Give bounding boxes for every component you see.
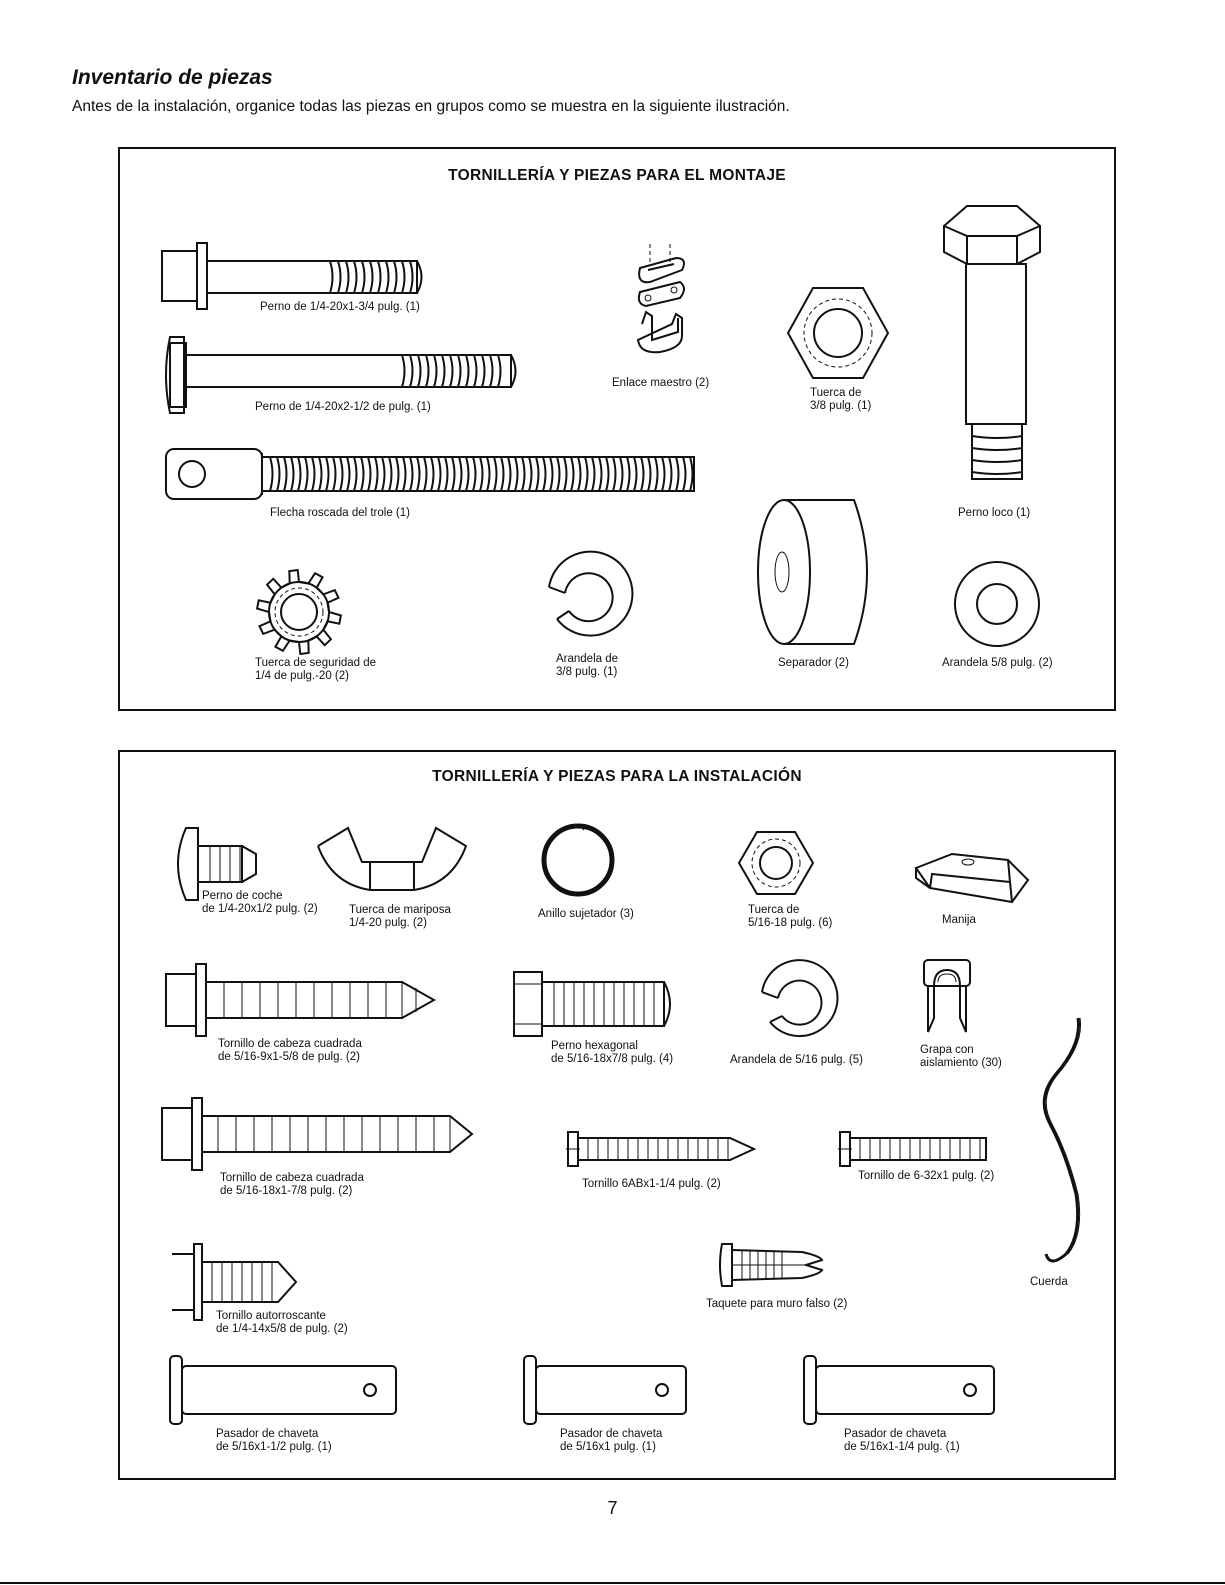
part-label: Tuerca de 5/16-18 pulg. (6)	[748, 904, 833, 929]
installation-title: TORNILLERÍA Y PIEZAS PARA LA INSTALACIÓN	[432, 768, 802, 785]
mounting-title: TORNILLERÍA Y PIEZAS PARA EL MONTAJE	[448, 167, 786, 184]
spacer-icon	[756, 497, 886, 647]
page-number: 7	[607, 1498, 618, 1518]
part-label: Manija	[942, 914, 976, 926]
drywall-anchor-icon	[718, 1240, 834, 1290]
part-label: Arandela 5/8 pulg. (2)	[942, 657, 1053, 669]
part-label: Perno loco (1)	[958, 507, 1031, 519]
part-label: Pasador de chaveta de 5/16x1-1/2 pulg. (1)	[216, 1428, 332, 1453]
handle-icon	[912, 848, 1032, 910]
part-label: Perno hexagonal de 5/16-18x7/8 pulg. (4)	[551, 1040, 674, 1065]
idler-bolt-icon	[942, 204, 1042, 494]
part-label: Tornillo de 6-32x1 pulg. (2)	[858, 1170, 995, 1182]
part-label: Perno de coche de 1/4-20x1/2 pulg. (2)	[202, 890, 318, 915]
mounting-hardware-panel	[118, 147, 1116, 711]
page-heading: Inventario de piezas	[72, 66, 273, 89]
washer-5-8-icon	[952, 559, 1042, 649]
hex-nut-3-8-icon	[788, 283, 888, 383]
part-label: Tornillo de cabeza cuadrada de 5/16-18x1-7/8 pulg. (2)	[220, 1172, 364, 1197]
part-label: Tuerca de seguridad de 1/4 de pulg.-20 (2)	[255, 657, 377, 682]
retaining-ring-icon	[538, 820, 618, 900]
part-label: Pasador de chaveta de 5/16x1 pulg. (1)	[560, 1428, 663, 1453]
hex-nut-5-16-icon	[738, 830, 814, 896]
part-label: Tornillo 6ABx1-1/4 pulg. (2)	[582, 1178, 721, 1190]
part-label: Cuerda	[1030, 1276, 1068, 1288]
part-label: Grapa con aislamiento (30)	[920, 1044, 1002, 1069]
part-label: Tuerca de mariposa 1/4-20 pulg. (2)	[349, 904, 451, 929]
part-label: Taquete para muro falso (2)	[706, 1298, 848, 1310]
master-link-icon	[630, 244, 710, 374]
clevis-pin-1-icon	[522, 1352, 692, 1428]
part-label: Arandela de 3/8 pulg. (1)	[556, 653, 619, 678]
wing-nut-icon	[312, 826, 472, 896]
part-label: Tornillo autorroscante de 1/4-14x5/8 de pulg. (2)	[216, 1310, 348, 1335]
lag-screw-1-5-8-icon	[164, 960, 444, 1040]
part-label: Flecha roscada del trole (1)	[270, 507, 410, 519]
clevis-pin-1-1-4-icon	[802, 1352, 1002, 1428]
lock-nut-icon	[254, 567, 344, 657]
part-label: Anillo sujetador (3)	[538, 908, 634, 920]
part-label: Perno de 1/4-20x2-1/2 de pulg. (1)	[255, 401, 431, 413]
clevis-pin-1-1-2-icon	[168, 1352, 404, 1428]
part-label: Pasador de chaveta de 5/16x1-1/4 pulg. (1)	[844, 1428, 960, 1453]
installation-hardware-panel	[118, 750, 1116, 1480]
trolley-threaded-shaft-icon	[162, 445, 702, 505]
part-label: Arandela de 5/16 pulg. (5)	[730, 1054, 863, 1066]
cord-icon	[1036, 1014, 1096, 1274]
part-label: Tornillo de cabeza cuadrada de 5/16-9x1-5/8 de pulg. (2)	[218, 1038, 362, 1063]
bottom-rule	[0, 1582, 1225, 1584]
insulated-staple-icon	[920, 956, 976, 1038]
intro-text: Antes de la instalación, organice todas las piezas en grupos como se muestra en la siguiente ilustración.	[72, 98, 790, 115]
hex-bolt-icon	[512, 968, 682, 1038]
washer-5-16-icon	[752, 958, 842, 1044]
lock-washer-3-8-icon	[535, 547, 635, 647]
lag-screw-1-7-8-icon	[160, 1092, 480, 1176]
part-label: Enlace maestro (2)	[612, 377, 710, 389]
screw-6ab-icon	[564, 1124, 764, 1174]
part-label: Separador (2)	[778, 657, 849, 669]
part-label: Perno de 1/4-20x1-3/4 pulg. (1)	[260, 301, 420, 313]
part-label: Tuerca de 3/8 pulg. (1)	[810, 387, 872, 412]
screw-6-32-icon	[836, 1124, 996, 1174]
